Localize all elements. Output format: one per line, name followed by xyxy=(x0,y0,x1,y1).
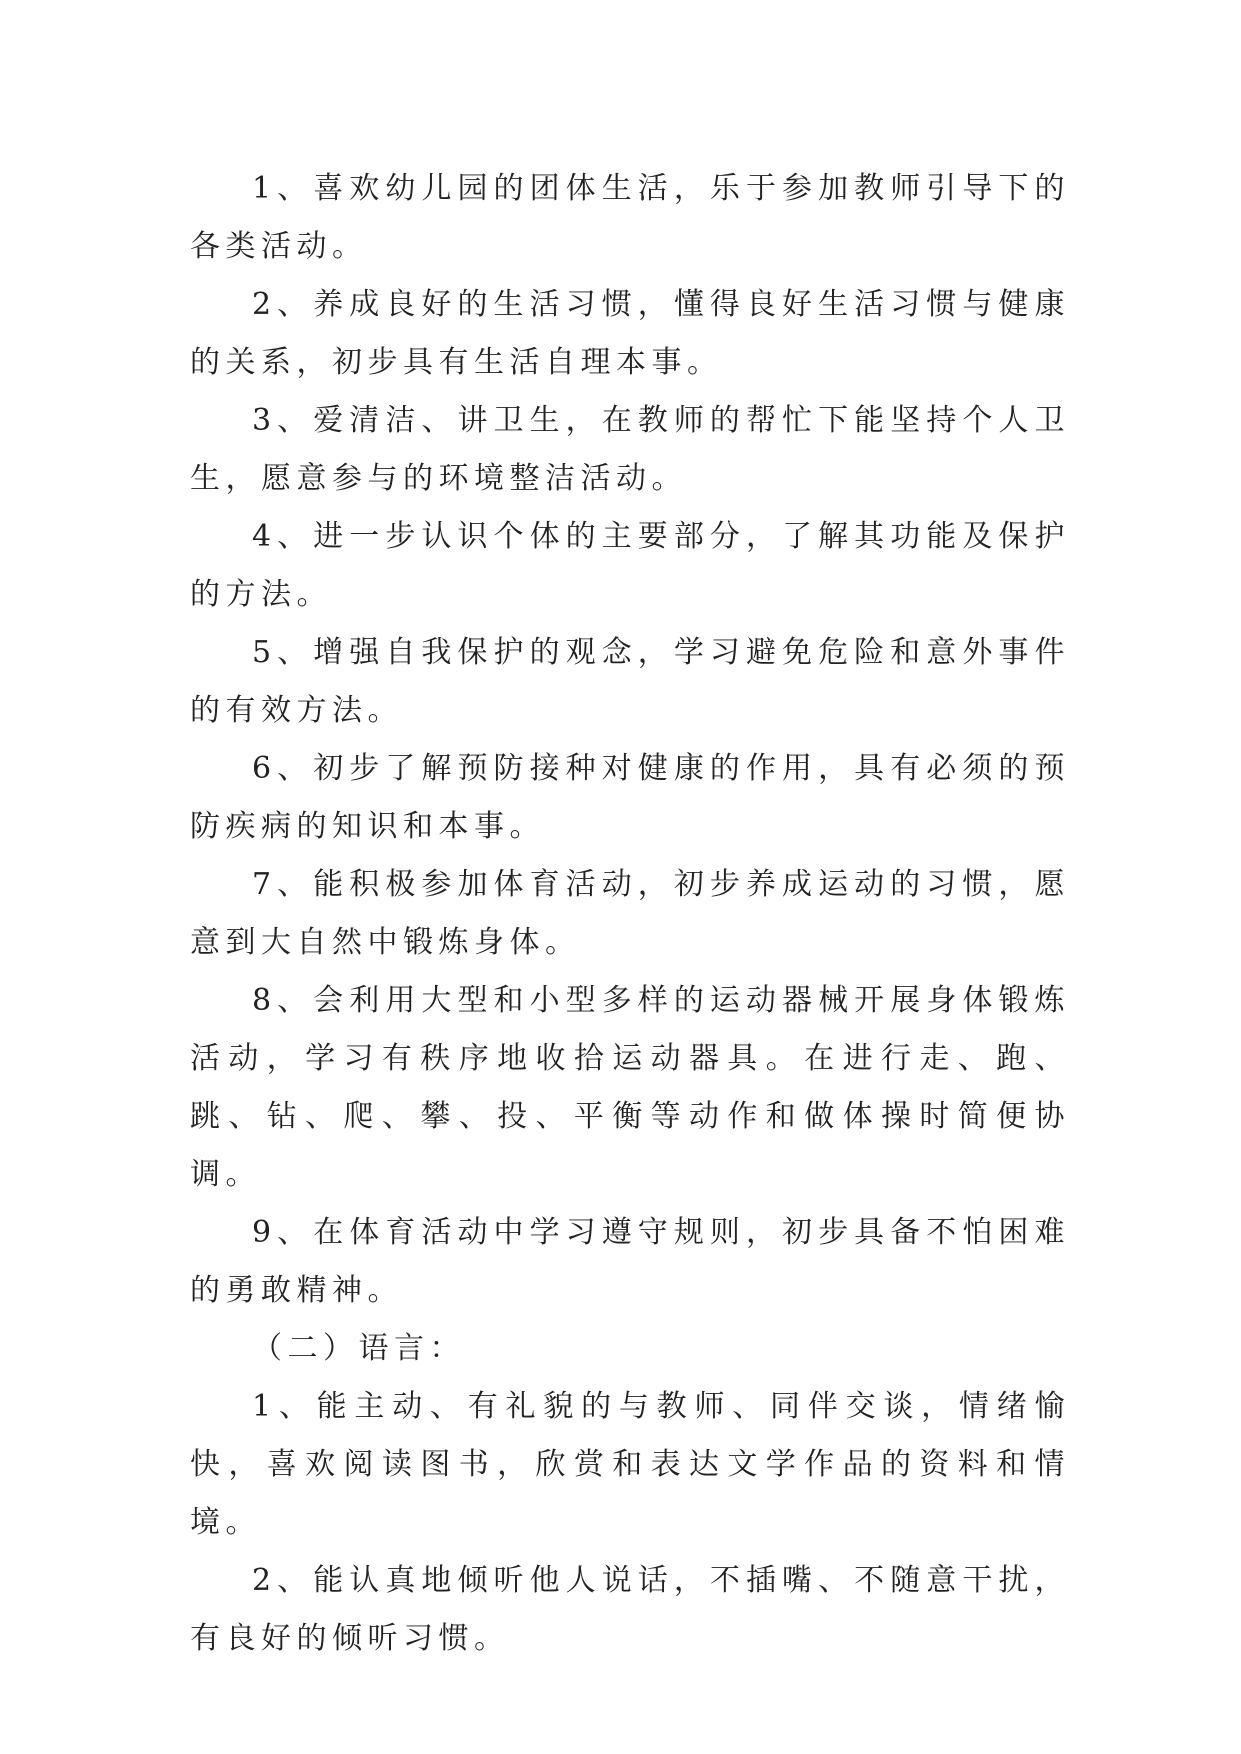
paragraph-language-1: 1、能主动、有礼貌的与教师、同伴交谈，情绪愉快，喜欢阅读图书，欣赏和表达文学作品的资料和情境。 xyxy=(190,1389,1070,1540)
paragraph-health-5: 5、增强自我保护的观念，学习避免危险和意外事件的有效方法。 xyxy=(190,635,1070,728)
paragraph-health-4: 4、进一步认识个体的主要部分，了解其功能及保护的方法。 xyxy=(190,519,1070,612)
paragraph-language-2: 2、能认真地倾听他人说话，不插嘴、不随意干扰，有良好的倾听习惯。 xyxy=(190,1563,1070,1656)
document-body xyxy=(190,160,1070,1668)
paragraph-health-7: 7、能积极参加体育活动，初步养成运动的习惯，愿意到大自然中锻炼身体。 xyxy=(190,867,1070,960)
paragraph-health-2: 2、养成良好的生活习惯，懂得良好生活习惯与健康的关系，初步具有生活自理本事。 xyxy=(190,287,1070,380)
paragraph-health-6: 6、初步了解预防接种对健康的作用，具有必须的预防疾病的知识和本事。 xyxy=(190,751,1070,844)
paragraph-health-1: 1、喜欢幼儿园的团体生活，乐于参加教师引导下的各类活动。 xyxy=(190,171,1070,264)
paragraph-health-8: 8、会利用大型和小型多样的运动器械开展身体锻炼活动，学习有秩序地收拾运动器具。在进行走、跑、跳、钻、爬、攀、投、平衡等动作和做体操时简便协调。 xyxy=(190,983,1070,1192)
paragraph-health-3: 3、爱清洁、讲卫生，在教师的帮忙下能坚持个人卫生，愿意参与的环境整洁活动。 xyxy=(190,403,1070,496)
paragraph-health-9: 9、在体育活动中学习遵守规则，初步具备不怕困难的勇敢精神。 xyxy=(190,1215,1070,1308)
section-heading-language: （二）语言： xyxy=(252,1331,465,1366)
